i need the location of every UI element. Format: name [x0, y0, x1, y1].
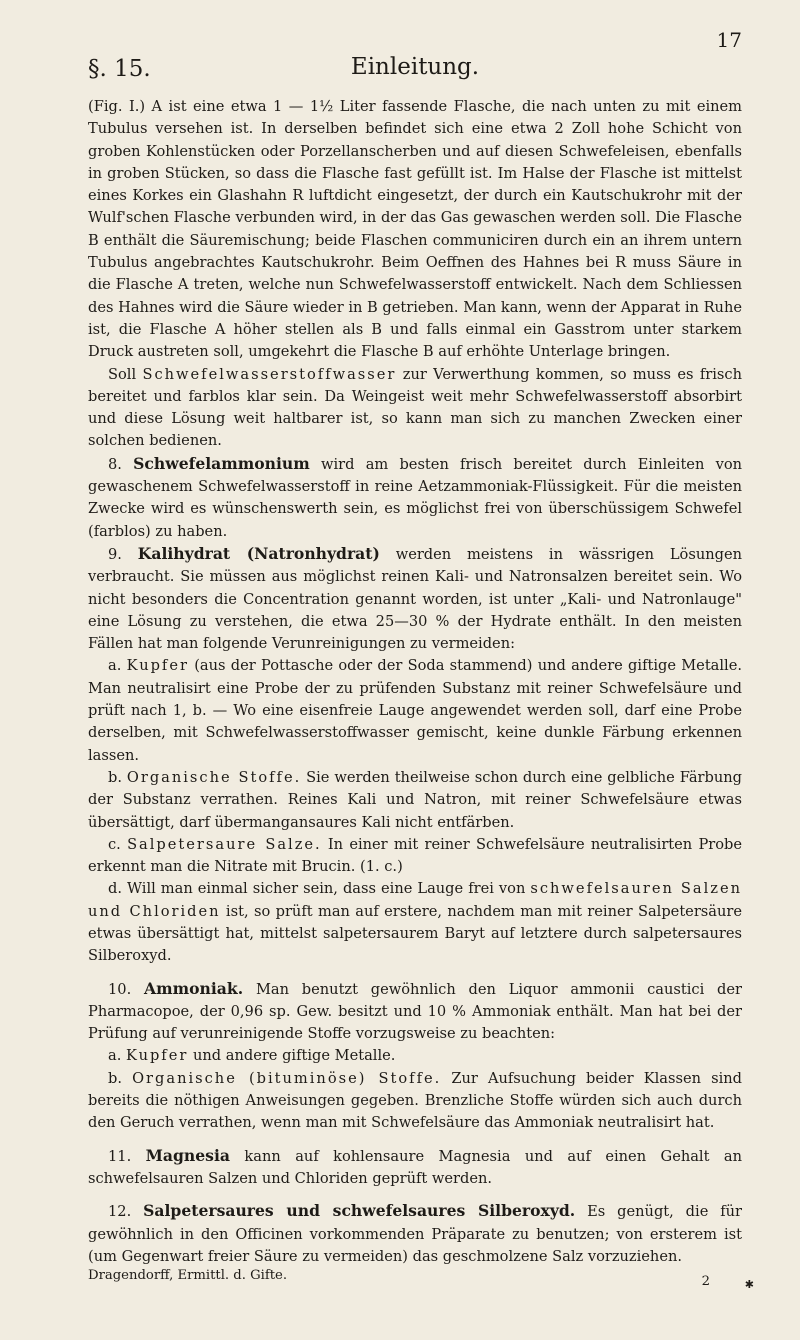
paragraph-text: zur Verwerthung kommen, so muss es frisch bereitet und farblos klar sein. Da Weingeist weit mehr Schwefelwasserstoff absorbirt und diese Lösung weit haltbarer ist, so kann man sich zu manchen Zwecken einer solchen bedienen.	[88, 365, 742, 450]
item-heading: Ammoniak.	[144, 978, 244, 998]
item-number: 8.	[108, 455, 122, 473]
spaced-term: Kupfer	[126, 657, 189, 675]
paragraph	[88, 453, 742, 543]
paragraph-text: In einer mit reiner Schwefelsäure neutralisirten Probe erkennt man die Nitrate mit Brucin. (1. c.)	[88, 835, 743, 876]
paragraph	[88, 1200, 742, 1268]
page-footer	[88, 1268, 754, 1298]
item-number: d.	[108, 880, 122, 898]
paragraph-text: werden meistens in wässrigen Lösungen verbraucht. Sie müssen aus möglichst reinen Kali- und Natronsalzen bereitet sein. Wo nicht besonders die Concentration genannt worden, ist unter „Kali- und Natronlauge" eine Lösung zu verstehen, die etwa 25—30 % der Hydrate enthält. In den meisten Fällen hat man folgende Verunreinigungen zu vermeiden:	[88, 545, 742, 653]
paragraph	[88, 364, 742, 453]
item-number: a.	[108, 1047, 122, 1065]
paragraph	[88, 543, 742, 655]
item-number: c.	[108, 835, 121, 853]
paragraph	[88, 655, 742, 766]
item-number: b.	[108, 1069, 122, 1087]
running-header	[88, 22, 742, 82]
spaced-term: schwefelsauren Salzen und Chloriden	[88, 880, 742, 920]
spaced-term: Salpetersaure Salze.	[127, 835, 322, 853]
item-number: 10.	[108, 980, 132, 998]
paragraph	[88, 1068, 742, 1135]
paragraph	[88, 1045, 742, 1067]
running-title: Einleitung.	[350, 54, 480, 80]
paragraph	[88, 878, 742, 967]
paragraph	[88, 1145, 742, 1191]
paragraph-text: Zur Aufsuchung beider Klassen sind bereits die nöthigen Anweisungen gegeben. Brenzliche Stoffe würden sich auch durch den Geruch verrathen, wenn man mit Schwefelsäure das Ammoniak neutralisirt hat.	[88, 1069, 742, 1132]
page-number: 17	[716, 28, 742, 52]
item-number: b.	[108, 768, 122, 786]
item-number: 12.	[108, 1203, 132, 1221]
paragraph-text: Es genügt, die für gewöhnlich in den Officinen vorkommenden Präparate zu benutzen; von ersterem ist (um Gegenwart freier Säure zu vermeiden) das geschmolzene Salz vorzuziehen.	[88, 1203, 743, 1265]
section-number: §. 15.	[88, 56, 151, 82]
paragraph	[88, 96, 742, 364]
paragraph	[88, 834, 742, 879]
item-number: 11.	[108, 1147, 132, 1165]
paragraph-text: ist, so prüft man auf erstere, nachdem man mit reiner Salpetersäure etwas übersättigt hat, mittelst salpetersaurem Baryt auf letztere durch salpetersaures Silberoxyd.	[88, 902, 742, 965]
publisher-line: Dragendorff, Ermittl. d. Gifte.	[88, 1268, 288, 1284]
spaced-term: Schwefelwasserstoffwasser	[142, 365, 397, 383]
spaced-term: Organische Stoffe.	[126, 768, 302, 786]
paragraph-text: Man benutzt gewöhnlich den Liquor ammonii caustici der Pharmacopoe, der 0,96 sp. Gew. besitzt und 10 % Ammoniak enthält. Man hat bei der Prüfung auf verunreinigende Stoffe vorzugsweise zu beachten:	[88, 980, 742, 1043]
item-heading: Kalihydrat (Natronhydrat)	[137, 543, 380, 563]
paragraph-text: (Fig. I.) A ist eine etwa 1 — 1½ Liter fassende Flasche, die nach unten zu mit einem Tubulus versehen ist. In derselben befindet sich eine etwa 2 Zoll hohe Schicht von groben Kohlenstücken oder Porzellanscherben und auf diesen Schwefeleisen, ebenfalls in groben Stücken, so dass die Flasche fast gefüllt ist. Im Halse der Flasche ist mittelst eines Korkes ein Glashahn R luftdicht eingesetzt, der durch ein Kautschukrohr mit der Wulf'schen Flasche verbunden wird, in der das Gas gewaschen werden soll. Die Flasche B enthält die Säuremischung; beide Flaschen communiciren durch ein an ihrem untern Tubulus angebrachtes Kautschukrohr. Beim Oeffnen des Hahnes bei R muss Säure in die Flasche A treten, welche nun Schwefelwasserstoff entwickelt. Nach dem Schliessen des Hahnes wird die Säure wieder in B getrieben. Man kann, wenn der Apparat in Ruhe ist, die Flasche A höher stellen als B und falls einmal ein Gasstrom unter starkem Druck austreten soll, umgekehrt die Flasche B auf erhöhte Unterlage bringen.	[88, 98, 742, 361]
paragraph	[88, 767, 742, 834]
paragraph-text: Soll	[108, 365, 143, 383]
spaced-term: Kupfer	[125, 1047, 189, 1065]
item-heading: Schwefelammonium	[133, 453, 310, 473]
signature-mark: 2	[701, 1274, 710, 1290]
paragraph-text: (aus der Pottasche oder der Soda stammend) und andere giftige Metalle. Man neutralisirt eine Probe der zu prüfenden Substanz mit reiner Schwefelsäure und prüft nach 1, b. — Wo eine eisenfreie Lauge angewendet werden soll, darf eine Probe derselben, mit Schwefelwasserstoffwasser gemischt, keine dunkle Färbung erkennen lassen.	[88, 657, 742, 764]
paragraph-text: und andere giftige Metalle.	[188, 1047, 396, 1065]
paragraph-text: Will man einmal sicher sein, dass eine Lauge frei von	[127, 880, 531, 898]
item-number: 9.	[108, 545, 122, 563]
page-body	[88, 96, 742, 1268]
paragraph-text: wird am besten frisch bereitet durch Einleiten von gewaschenem Schwefelwasserstoff in reine Aetzammoniak-Flüssigkeit. Für die meisten Zwecke wird es wünschenswerth sein, es möglichst frei von überschüssigem Schwefel (farblos) zu haben.	[88, 455, 742, 540]
paragraph	[88, 978, 742, 1046]
item-heading: Magnesia	[145, 1145, 230, 1165]
item-number: a.	[108, 657, 122, 675]
printer-mark: ✱	[744, 1278, 754, 1292]
spaced-term: Organische (bituminöse) Stoffe.	[132, 1069, 442, 1087]
paragraph-text: Sie werden theilweise schon durch eine gelbliche Färbung der Substanz verrathen. Reines Kali und Natron, mit reiner Schwefelsäure etwas übersättigt, darf übermangansaures Kali nicht entfärben.	[88, 768, 742, 831]
item-heading: Salpetersaures und schwefelsaures Silberoxyd.	[143, 1201, 576, 1221]
paragraph-text: kann auf kohlensaure Magnesia und auf einen Gehalt an schwefelsauren Salzen und Chloriden geprüft werden.	[88, 1147, 742, 1187]
